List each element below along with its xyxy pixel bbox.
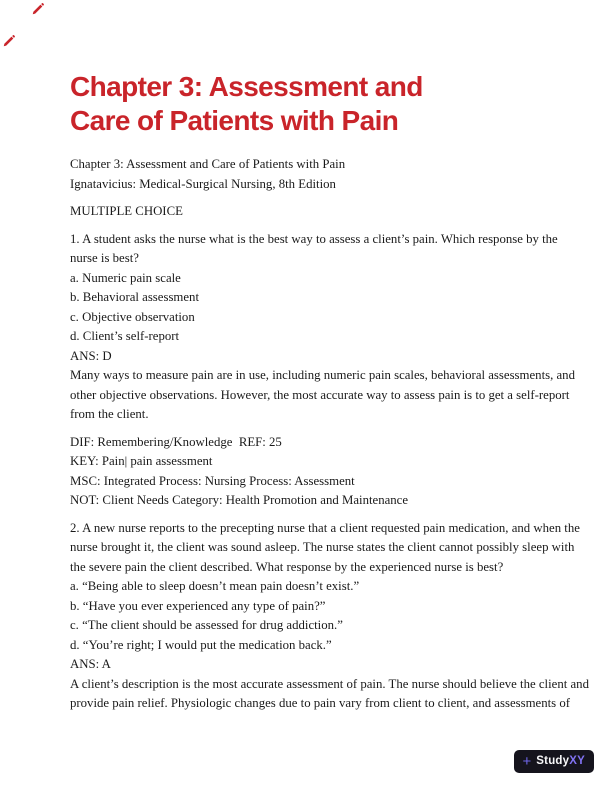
text-line: 1. A student asks the nurse what is the best way to assess a client’s pain. Which response by the (70, 231, 558, 246)
plus-icon: + (522, 752, 532, 770)
text-line: a. Numeric pain scale (70, 270, 181, 285)
question-block (70, 519, 589, 714)
text-line: other objective observations. However, the most accurate way to assess pain is to get a self-report (70, 387, 570, 402)
meta-block (70, 155, 548, 194)
text-line: A client’s description is the most accurate assessment of pain. The nurse should believe the client and (70, 676, 589, 691)
text-line: nurse brought it, the client was sound asleep. The nurse states the client cannot possibly sleep with (70, 540, 575, 554)
text-line: MSC: Integrated Process: Nursing Process: Assessment (70, 473, 355, 488)
document-body (70, 155, 589, 714)
pen-annotation-icon (31, 2, 45, 16)
brand-accent: XY (569, 754, 585, 767)
text-line: d. Client’s self-report (70, 329, 180, 343)
question-block (70, 230, 575, 425)
text-line: Ignatavicius: Medical-Surgical Nursing, 8th Edition (70, 176, 336, 191)
studyxy-badge[interactable] (514, 750, 594, 773)
page-content (70, 70, 589, 714)
text-line: nurse is best? (70, 251, 139, 265)
text-line: Care of Patients with Pain (70, 105, 399, 136)
text-line: d. “You’re right; I would put the medication back.” (70, 637, 332, 652)
pen-annotation-icon (2, 34, 16, 48)
text-line: c. Objective observation (70, 309, 195, 324)
text-line: provide pain relief. Physiologic changes due to pain vary from client to client, and assessments of (70, 696, 571, 710)
text-line: 2. A new nurse reports to the precepting nurse that a client requested pain medication, and when the (70, 520, 580, 535)
text-line: Chapter 3: Assessment and Care of Patients with Pain (70, 157, 346, 171)
brand-logo-text (536, 756, 585, 768)
text-line: KEY: Pain| pain assessment (70, 454, 213, 468)
chapter-title (70, 70, 548, 138)
text-line: from the client. (70, 407, 149, 421)
brand-primary: Study (536, 754, 570, 767)
text-line: the severe pain the client described. What response by the experienced nurse is best? (70, 559, 504, 574)
tags-block (70, 433, 548, 511)
text-line: DIF: Remembering/Knowledge REF: 25 (70, 434, 282, 449)
text-line: a. “Being able to sleep doesn’t mean pain doesn’t exist.” (70, 579, 360, 593)
text-line: b. “Have you ever experienced any type of pain?” (70, 598, 326, 613)
text-line: Chapter 3: Assessment and (70, 71, 423, 102)
text-line: ANS: A (70, 657, 111, 671)
text-line: NOT: Client Needs Category: Health Promotion and Maintenance (70, 493, 409, 507)
text-line: c. “The client should be assessed for drug addiction.” (70, 618, 343, 632)
heading-block (70, 202, 548, 222)
text-line: ANS: D (70, 348, 112, 363)
text-line: MULTIPLE CHOICE (70, 204, 183, 218)
text-line: b. Behavioral assessment (70, 290, 200, 304)
text-line: Many ways to measure pain are in use, including numeric pain scales, behavioral assessments, and (70, 368, 575, 382)
